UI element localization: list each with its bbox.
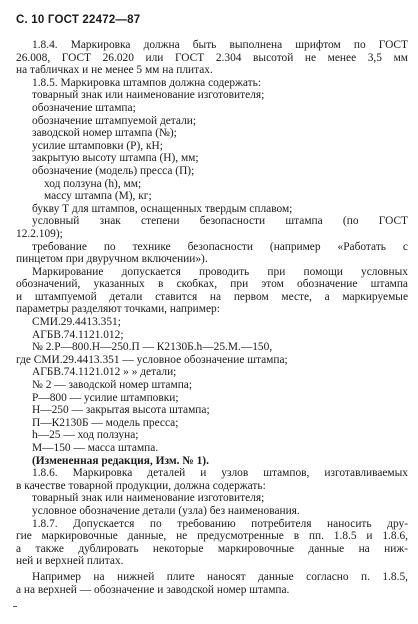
text-line: пинцетом при двуручном включении»). xyxy=(16,253,208,266)
text-line: ней и верхней плитах. xyxy=(16,555,124,568)
text-line: требование по технике безопасности (например «Работать с xyxy=(32,240,408,253)
text-line: на табличках и не менее 5 мм на плитах. xyxy=(16,64,213,77)
text-line: условный знак степени безопасности штампа (по ГОСТ xyxy=(32,215,408,228)
text-line: условное обозначение детали (узла) без наименования. xyxy=(32,504,300,517)
text-line: в качестве товарной продукции, должна содержать: xyxy=(16,479,266,492)
text-line: обозначение (модель) пресса (П); xyxy=(32,164,195,177)
text-line: Например на нижней плите наносят данные согласно п. 1.8.5, xyxy=(32,570,408,583)
text-line: а на верхней — обозначение и заводской номер штампа. xyxy=(16,583,290,596)
text-line: массу штампа (M), кг; xyxy=(44,190,152,203)
text-line: где СМИ.29.4413.351 — условное обозначение штампа; xyxy=(16,353,288,366)
text-line: обозначений, указанных в скобках, при этом обозначение штампа xyxy=(16,278,408,291)
text-line: М—150 — масса штампа. xyxy=(32,442,159,454)
text-line: АГБВ.74.1121.012 » » детали; xyxy=(32,366,177,379)
text-line: СМИ.29.4413.351; xyxy=(32,316,121,329)
text-line: обозначение штампуемой детали; xyxy=(32,114,197,127)
text-line: Маркирование допускается проводить при помощи условных xyxy=(32,265,408,278)
text-line: Н—250 — закрытая высота штампа; xyxy=(32,404,210,417)
text-line: h—25 — ход ползуна; xyxy=(32,429,139,442)
document-body xyxy=(16,39,408,596)
text-line: Р—800 — усилие штамповки; xyxy=(32,391,179,404)
text-line: № 2 — заводской номер штампа; xyxy=(32,379,193,392)
text-line: 1.8.4. Маркировка должна быть выполнена шрифтом по ГОСТ xyxy=(32,39,408,51)
text-line: № 2.Р—800.Н—250.П — К2130Б.h—25.М.—150, xyxy=(32,341,273,354)
text-line: ход ползуна (h), мм; xyxy=(44,177,142,190)
text-line: а также дублировать некоторые маркировочные данные на ниж- xyxy=(16,542,408,555)
text-line: усилие штамповки (P), кН; xyxy=(32,139,163,152)
text-line: 1.8.6. Маркировка деталей и узлов штампов, изготавливаемых xyxy=(32,467,408,480)
text-line: закрытую высоту штампа (H), мм; xyxy=(32,152,199,165)
text-line: товарный знак или наименование изготовителя; xyxy=(32,492,265,505)
text-line: обозначение штампа; xyxy=(32,101,136,114)
text-line: АГБВ.74.1121.012; xyxy=(32,328,124,341)
text-line: параметры разделяют точками, например: xyxy=(16,303,220,316)
amendment-note: (Измененная редакция, Изм. № 1). xyxy=(32,454,209,467)
text-line: 1.8.7. Допускается по требованию потребителя наносить дру- xyxy=(32,517,408,530)
text-line: гие маркировочные данные, не предусмотренные в пп. 1.8.5 и 1.8.6, xyxy=(16,530,408,543)
text-line: товарный знак или наименование изготовителя; xyxy=(32,89,265,102)
text-line: заводской номер штампа (№); xyxy=(32,127,177,140)
text-line: 26.008, ГОСТ 26.020 или ГОСТ 2.304 высотой не менее 3,5 мм xyxy=(16,51,408,64)
scan-artifact xyxy=(13,606,17,607)
text-line: букву Т для штампов, оснащенных твердым сплавом; xyxy=(32,202,293,215)
text-line: П—К2130Б — модель пресса; xyxy=(32,416,179,429)
text-line: 1.8.5. Маркировка штампов должна содержать: xyxy=(32,76,262,89)
page-header: С. 10 ГОСТ 22472—87 xyxy=(16,14,141,26)
text-line: и штампуемой детали ставится на первом месте, а маркируемые xyxy=(16,290,408,303)
text-line: 12.2.109); xyxy=(16,227,63,240)
